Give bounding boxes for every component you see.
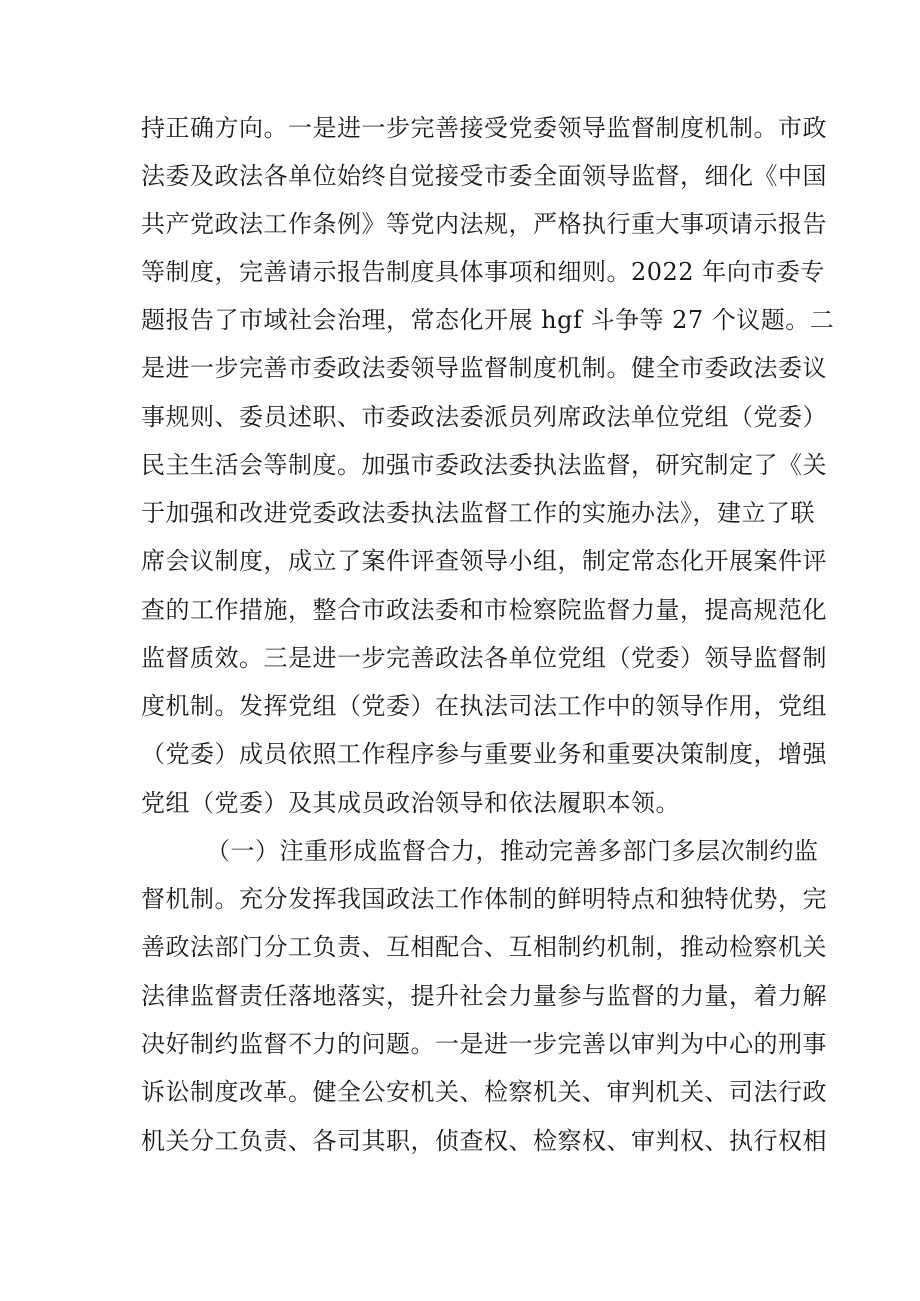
text-line: 善政法部门分工负责、互相配合、互相制约机制，推动检察机关 xyxy=(141,933,827,961)
text-line: 党组（党委）及其成员政治领导和依法履职本领。 xyxy=(141,789,680,817)
text-line: 督机制。充分发挥我国政法工作体制的鲜明特点和独特优势，完 xyxy=(141,885,827,913)
text-line: 席会议制度，成立了案件评查领导小组，制定常态化开展案件评 xyxy=(141,547,827,575)
text-line: 持正确方向。一是进一步完善接受党委领导监督制度机制。市政 xyxy=(141,114,827,142)
text-line: 题报告了市域社会治理，常态化开展 hgf 斗争等 27 个议题。二 xyxy=(141,306,835,334)
text-line: 机关分工负责、各司其职，侦查权、检察权、审判权、执行权相 xyxy=(141,1127,827,1155)
text-line: 共产党政法工作条例》等党内法规，严格执行重大事项请示报告 xyxy=(141,210,827,238)
text-line: 法委及政法各单位始终自觉接受市委全面领导监督，细化《中国 xyxy=(141,162,827,190)
text-line: 事规则、委员述职、市委政法委派员列席政法单位党组（党委） xyxy=(141,403,827,431)
text-line: （党委）成员依照工作程序参与重要业务和重要决策制度，增强 xyxy=(141,740,827,768)
section-heading-line: （一）注重形成监督合力，推动完善多部门多层次制约监 xyxy=(206,837,819,865)
text-line: 于加强和改进党委政法委执法监督工作的实施办法》，建立了联 xyxy=(141,499,815,527)
text-line: 决好制约监督不力的问题。一是进一步完善以审判为中心的刑事 xyxy=(141,1030,827,1058)
text-line: 诉讼制度改革。健全公安机关、检察机关、审判机关、司法行政 xyxy=(141,1078,827,1106)
text-line: 法律监督责任落地落实，提升社会力量参与监督的力量，着力解 xyxy=(141,982,827,1010)
text-line: 等制度，完善请示报告制度具体事项和细则。2022 年向市委专 xyxy=(141,258,825,286)
text-line: 度机制。发挥党组（党委）在执法司法工作中的领导作用，党组 xyxy=(141,692,827,720)
text-line: 民主生活会等制度。加强市委政法委执法监督，研究制定了《关 xyxy=(141,451,827,479)
text-line: 是进一步完善市委政法委领导监督制度机制。健全市委政法委议 xyxy=(141,354,827,382)
text-line: 查的工作措施，整合市政法委和市检察院监督力量，提高规范化 xyxy=(141,596,827,624)
text-line: 监督质效。三是进一步完善政法各单位党组（党委）领导监督制 xyxy=(141,644,827,672)
